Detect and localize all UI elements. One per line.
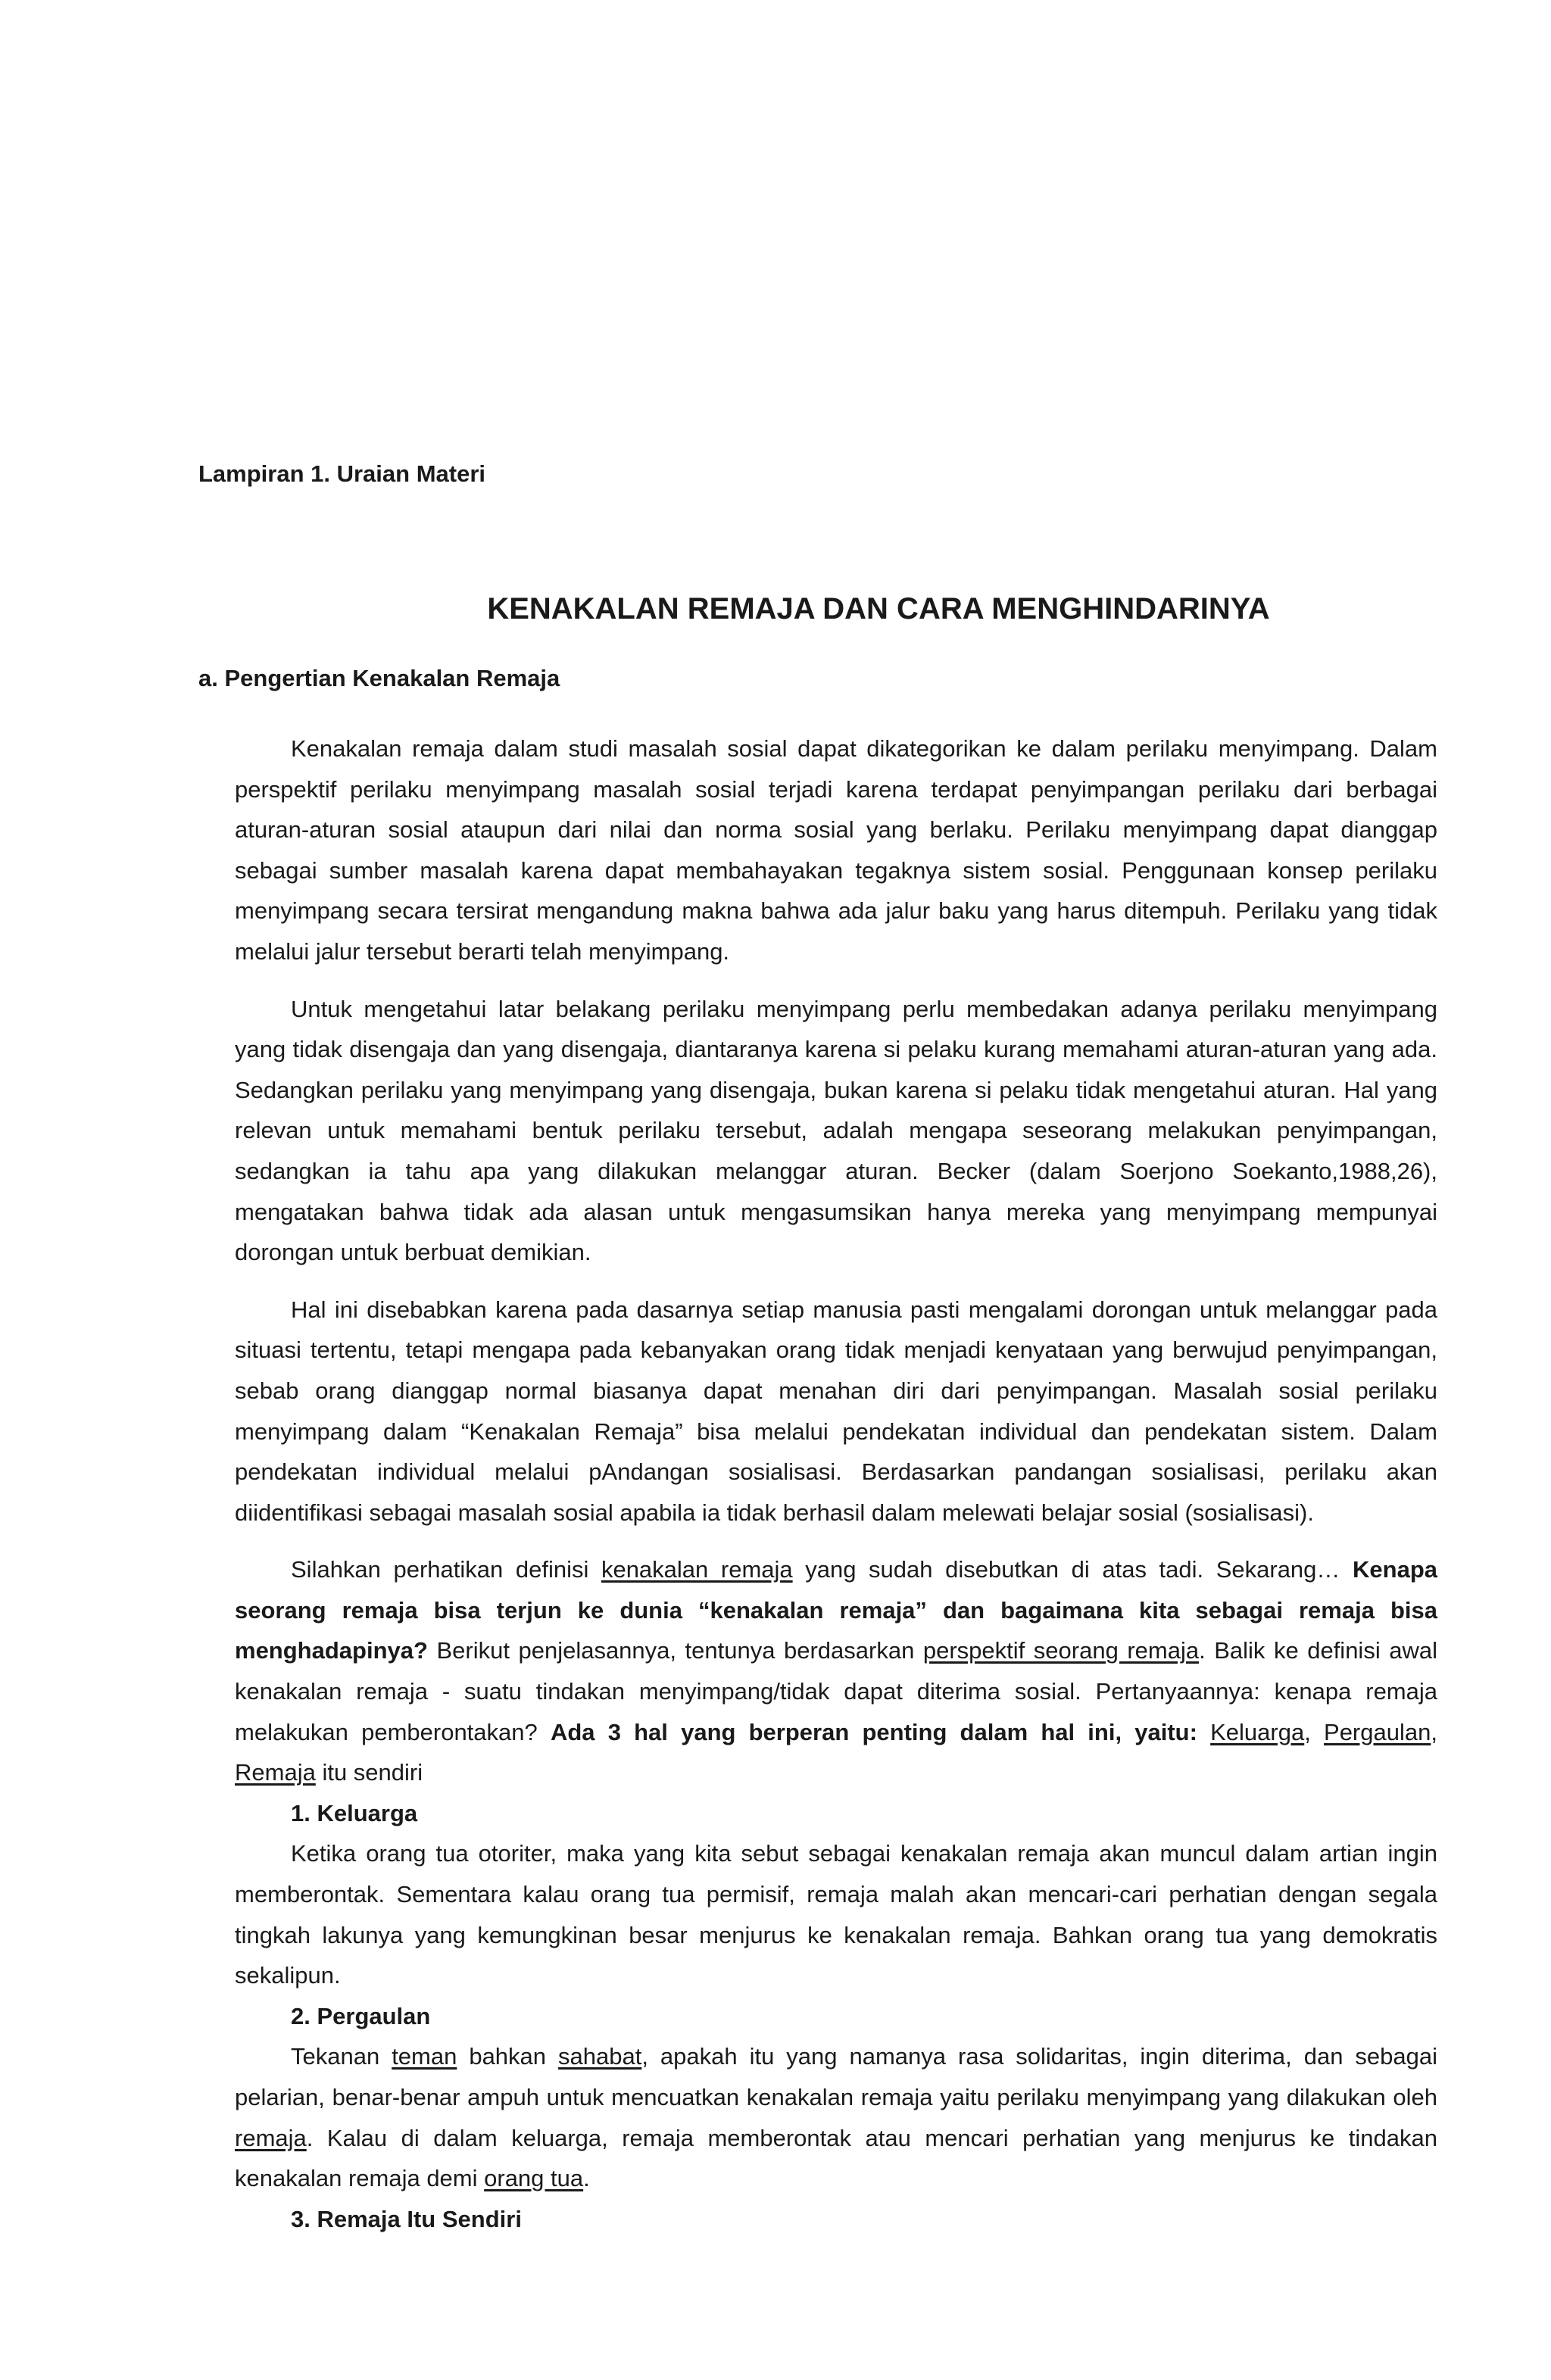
appendix-label: Lampiran 1. Uraian Materi — [198, 460, 486, 487]
paragraph-4: Silahkan perhatikan definisi kenakalan remaja yang sudah disebutkan di atas tadi. Sekarang… Kenapa seorang remaja bisa terjun ke dunia “kenakalan remaja” dan bagaimana kita sebagai remaja bisa menghadapinya? Berikut penjelasannya, tentunya berdasarkan perspektif seorang remaja. Balik ke definisi awal kenakalan remaja - suatu tindakan menyimpang/tidak dapat diterima sosial. Pertanyaannya: kenapa remaja melakukan pemberontakan? Ada 3 hal yang berperan penting dalam hal ini, yaitu: Keluarga, Pergaulan, Remaja itu sendiri — [235, 1556, 1437, 1786]
link-teman[interactable]: teman — [392, 2043, 457, 2070]
paragraph-2: Untuk mengetahui latar belakang perilaku menyimpang perlu membedakan adanya perilaku menyimpang yang tidak disengaja dan yang disengaja, diantaranya karena si pelaku kurang memahami aturan-aturan yang ada. Sedangkan perilaku yang menyimpang yang disengaja, bukan karena si pelaku tidak mengetahui aturan. Hal yang relevan untuk memahami bentuk perilaku tersebut, adalah mengapa seseorang melakukan penyimpangan, sedangkan ia tahu apa yang dilakukan melanggar aturan. Becker (dalam Soerjono Soekanto,1988,26), mengatakan bahwa tidak ada alasan untuk mengasumsikan hanya mereka yang menyimpang mempunyai dorongan untuk berbuat demikian. — [235, 995, 1437, 1266]
section-heading-a: a. Pengertian Kenakalan Remaja — [198, 665, 560, 691]
paragraph-pergaulan: Tekanan teman bahkan sahabat, apakah itu yang namanya rasa solidaritas, ingin diterima, dan sebagai pelarian, benar-benar ampuh untuk mencuatkan kenakalan remaja yaitu perilaku menyimpang yang dilakukan oleh remaja. Kalau di dalam keluarga, remaja memberontak atau mencari perhatian yang menjurus ke tindakan kenakalan remaja demi orang tua. — [235, 2043, 1438, 2192]
link-remaja-2[interactable]: remaja — [235, 2124, 307, 2151]
link-keluarga[interactable]: Keluarga — [1210, 1718, 1305, 1745]
subheading-keluarga: 1. Keluarga — [291, 1799, 418, 1826]
subheading-remaja-itu-sendiri: 3. Remaja Itu Sendiri — [291, 2205, 522, 2232]
bold-three-factors: Ada 3 hal yang berperan penting dalam hal ini, yaitu: — [550, 1718, 1197, 1745]
document-title: KENAKALAN REMAJA DAN CARA MENGHINDARINYA — [487, 592, 1270, 625]
link-remaja[interactable]: Remaja — [235, 1759, 316, 1786]
bold-question: Kenapa seorang remaja bisa terjun ke dunia “kenakalan remaja” dan bagaimana kita sebagai remaja bisa menghadapinya? — [235, 1556, 1437, 1664]
paragraph-1: Kenakalan remaja dalam studi masalah sosial dapat dikategorikan ke dalam perilaku menyimpang. Dalam perspektif perilaku menyimpang masalah sosial terjadi karena terdapat penyimpangan perilaku dari berbagai aturan-aturan sosial ataupun dari nilai dan norma sosial yang berlaku. Perilaku menyimpang dapat dianggap sebagai sumber masalah karena dapat membahayakan tegaknya sistem sosial. Penggunaan konsep perilaku menyimpang secara tersirat mengandung makna bahwa ada jalur baku yang harus ditempuh. Perilaku yang tidak melalui jalur tersebut berarti telah menyimpang. — [235, 735, 1437, 965]
paragraph-keluarga: Ketika orang tua otoriter, maka yang kita sebut sebagai kenakalan remaja akan muncul dalam artian ingin memberontak. Sementara kalau orang tua permisif, remaja malah akan mencari-cari perhatian dengan segala tingkah lakunya yang kemungkinan besar menjurus ke kenakalan remaja. Bahkan orang tua yang demokratis sekalipun. — [235, 1840, 1437, 1989]
link-orang-tua[interactable]: orang tua — [484, 2165, 584, 2192]
paragraph-3: Hal ini disebabkan karena pada dasarnya setiap manusia pasti mengalami dorongan untuk melanggar pada situasi tertentu, tetapi mengapa pada kebanyakan orang tidak menjadi kenyataan yang berwujud penyimpangan, sebab orang dianggap normal biasanya dapat menahan diri dari penyimpangan. Masalah sosial perilaku menyimpang dalam “Kenakalan Remaja” bisa melalui pendekatan individual dan pendekatan sistem. Dalam pendekatan individual melalui pAndangan sosialisasi. Berdasarkan pandangan sosialisasi, perilaku akan diidentifikasi sebagai masalah sosial apabila ia tidak berhasil dalam melewati belajar sosial (sosialisasi). — [235, 1296, 1437, 1526]
link-pergaulan[interactable]: Pergaulan — [1324, 1718, 1431, 1745]
link-perspektif-remaja[interactable]: perspektif seorang remaja — [922, 1637, 1200, 1664]
link-sahabat[interactable]: sahabat — [558, 2043, 642, 2070]
link-kenakalan-remaja[interactable]: kenakalan remaja — [601, 1556, 793, 1583]
body-text — [235, 728, 1437, 2239]
subheading-pergaulan: 2. Pergaulan — [291, 2002, 431, 2029]
